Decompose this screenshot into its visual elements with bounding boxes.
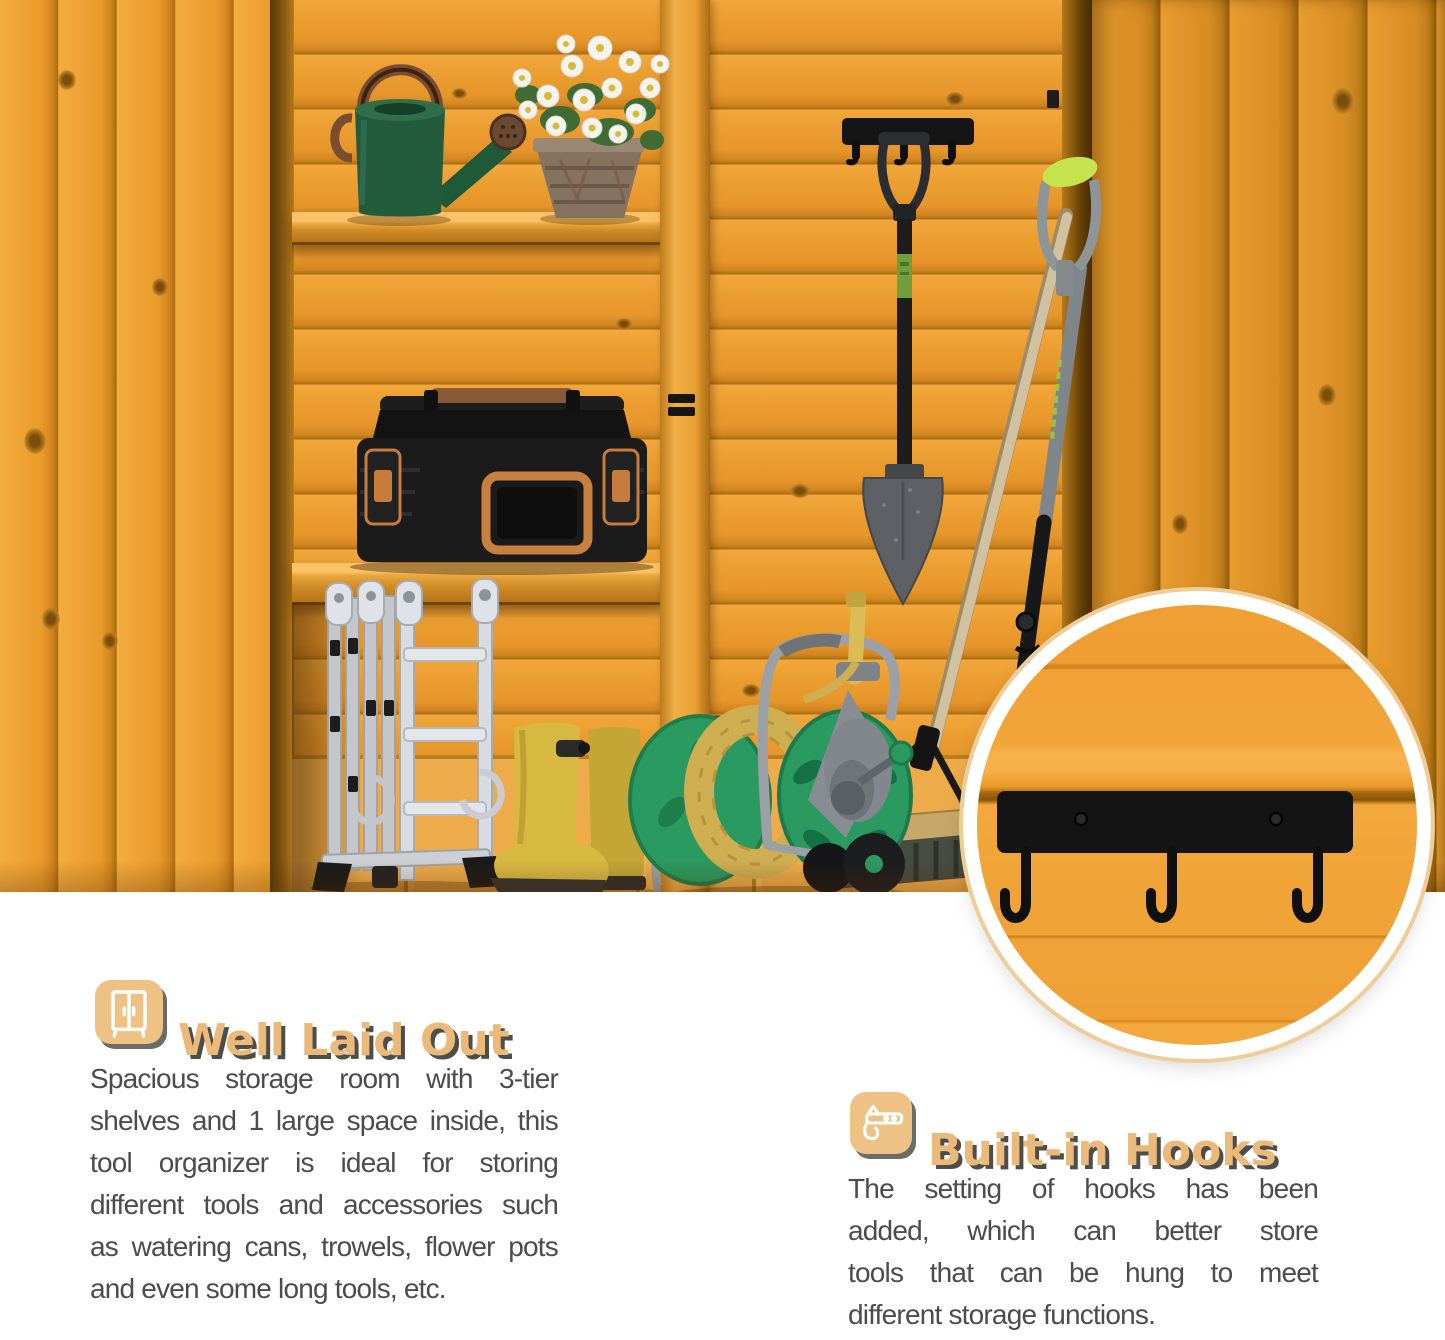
feature-title-left: Well Laid Out [178,1014,510,1066]
watering-can [335,70,525,226]
cabinet-icon [95,980,163,1044]
paragraph-line: Spacious storage room with 3-tier [90,1063,558,1094]
paragraph-line: and even some long tools, etc. [90,1273,446,1304]
paragraph-line: as watering cans, trowels, flower pots [90,1231,558,1262]
feature-title-right: Built-in Hooks [928,1124,1277,1176]
feature-paragraph-right [848,1168,1318,1336]
paragraph-line: shelves and 1 large space inside, this [90,1105,558,1136]
hooks-closeup-inset [963,591,1431,1059]
inset-hook-rail [977,605,1417,1045]
flower-pot-daisies [513,35,669,225]
paragraph-line: different storage functions. [848,1299,1156,1330]
stile-hinges [668,394,695,416]
paragraph-line: tools that can be hung to meet [848,1257,1318,1288]
paragraph-line: added, which can better store [848,1215,1318,1246]
folding-ladder [310,579,510,892]
toolbox [350,388,654,575]
hose-reel-cart [630,592,912,892]
feature-paragraph-left [90,1058,558,1310]
paragraph-line: different tools and accessories such [90,1189,558,1220]
inset-hooks [1005,851,1318,918]
garden-spade [863,132,942,604]
hook-strap-icon [850,1092,912,1154]
door-latch [1047,90,1059,108]
paragraph-line: The setting of hooks has been [848,1173,1318,1204]
paragraph-line: tool organizer is ideal for storing [90,1147,558,1178]
